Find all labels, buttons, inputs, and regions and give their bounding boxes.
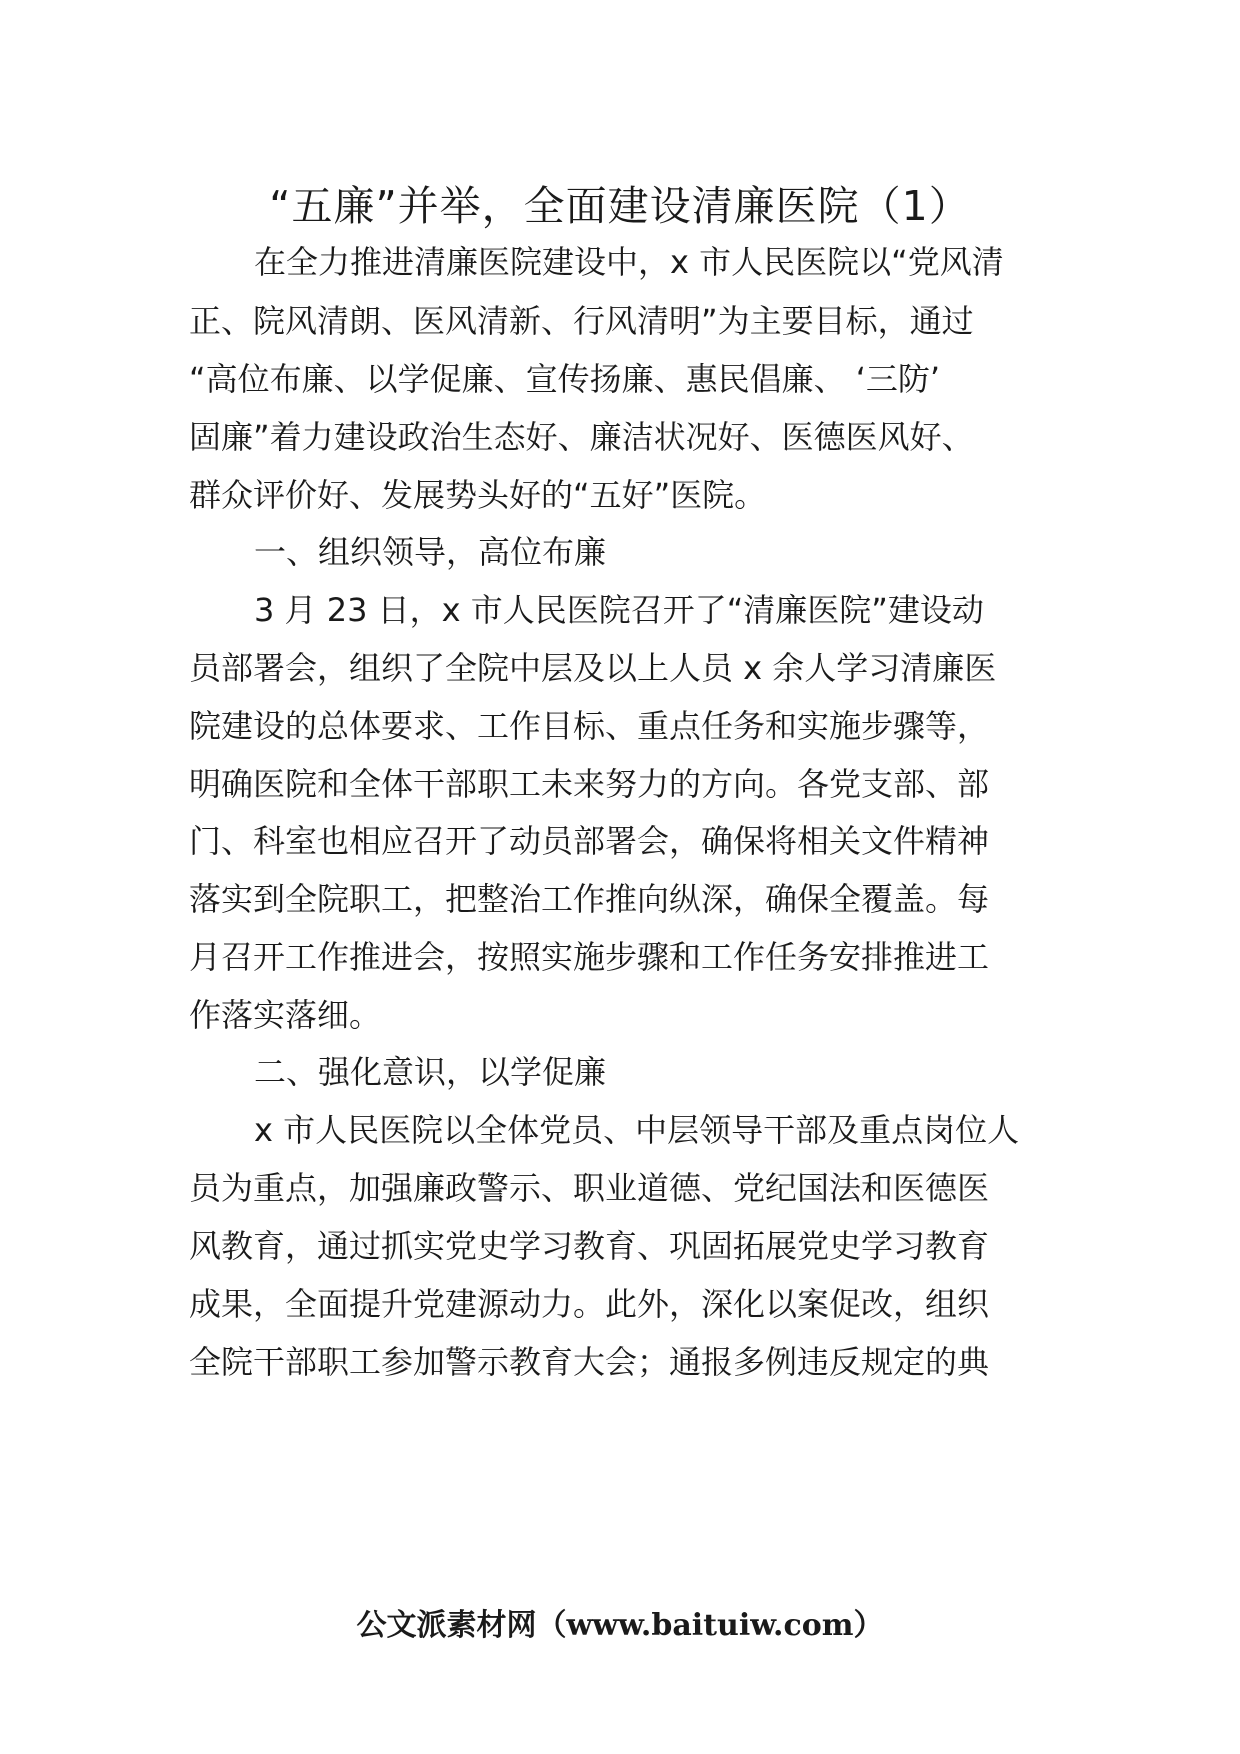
paragraph-line: 群众评价好、发展势头好的“五好”医院。 [189, 476, 767, 514]
paragraph-line: 员为重点，加强廉政警示、职业道德、党纪国法和医德医 [189, 1169, 990, 1207]
paragraph-line: 固廉”着力建设政治生态好、廉洁状况好、医德医风好、 [189, 418, 974, 456]
document-title: “五廉”并举，全面建设清廉医院（1） [269, 182, 971, 230]
paragraph-line: 风教育，通过抓实党史学习教育、巩固拓展党史学习教育 [189, 1227, 990, 1265]
paragraph-line: 院建设的总体要求、工作目标、重点任务和实施步骤等， [189, 707, 990, 745]
paragraph-line: 全院干部职工参加警示教育大会；通报多例违反规定的典 [189, 1343, 990, 1381]
paragraph-line: 正、院风清朗、医风清新、行风清明”为主要目标，通过 [189, 302, 974, 340]
paragraph-line: 在全力推进清廉医院建设中，x 市人民医院以“党风清 [254, 243, 1004, 281]
footer-watermark: 公文派素材网（www.baituiw.com） [356, 1608, 884, 1643]
paragraph-line: 成果，全面提升党建源动力。此外，深化以案促改，组织 [189, 1285, 990, 1323]
paragraph-line: x 市人民医院以全体党员、中层领导干部及重点岗位人 [254, 1111, 1020, 1149]
paragraph-line: 员部署会，组织了全院中层及以上人员 x 余人学习清廉医 [189, 649, 997, 687]
paragraph-line: 月召开工作推进会，按照实施步骤和工作任务安排推进工 [189, 938, 990, 976]
section-heading: 一、组织领导，高位布廉 [254, 533, 607, 571]
section-heading: 二、强化意识，以学促廉 [254, 1053, 607, 1091]
paragraph-line: 落实到全院职工，把整治工作推向纵深，确保全覆盖。每 [189, 880, 990, 918]
paragraph-line: 门、科室也相应召开了动员部署会，确保将相关文件精神 [189, 822, 990, 860]
paragraph-line: 作落实落细。 [189, 996, 382, 1034]
paragraph-line: 3 月 23 日，x 市人民医院召开了“清廉医院”建设动 [254, 591, 984, 629]
paragraph-line: 明确医院和全体干部职工未来努力的方向。各党支部、部 [189, 765, 990, 803]
paragraph-line: “高位布廉、以学促廉、宣传扬廉、惠民倡廉、 ‘三防’ [189, 360, 941, 398]
